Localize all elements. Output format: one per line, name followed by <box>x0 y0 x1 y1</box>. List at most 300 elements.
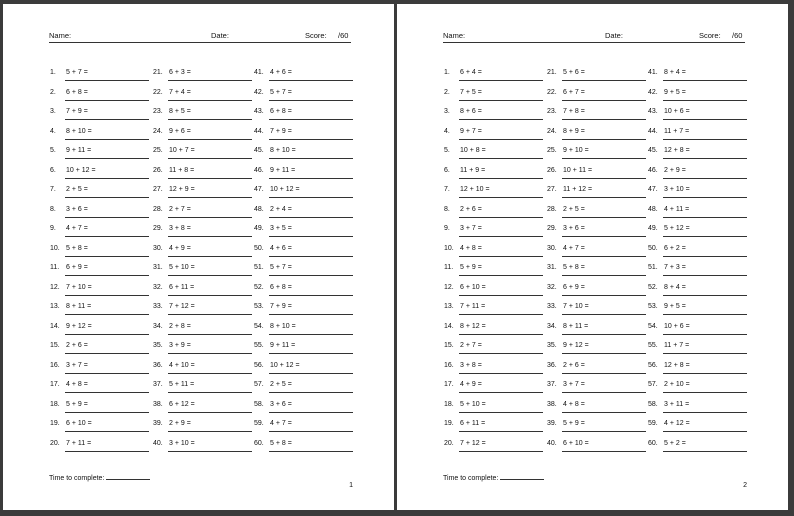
problem-item <box>254 437 354 457</box>
problem-item <box>547 378 647 398</box>
answer-line[interactable] <box>562 256 646 257</box>
score-total: /60 <box>338 31 349 40</box>
answer-line[interactable] <box>459 178 543 179</box>
answer-line[interactable] <box>168 431 252 432</box>
problem-expression: 5 + 7 = <box>270 264 292 271</box>
answer-line[interactable] <box>562 80 646 81</box>
answer-line[interactable] <box>459 412 543 413</box>
problem-number: 49. <box>254 225 264 232</box>
answer-line[interactable] <box>663 334 747 335</box>
problem-expression: 7 + 9 = <box>66 108 88 115</box>
problem-expression: 7 + 3 = <box>664 264 686 271</box>
answer-line[interactable] <box>663 412 747 413</box>
problem-item <box>50 242 150 262</box>
problem-expression: 6 + 3 = <box>169 69 191 76</box>
answer-line[interactable] <box>459 275 543 276</box>
problem-item <box>153 398 253 418</box>
problem-expression: 4 + 9 = <box>169 244 191 252</box>
answer-line[interactable] <box>65 392 149 393</box>
answer-line[interactable] <box>168 80 252 81</box>
problem-expression: 12 + 9 = <box>169 186 195 193</box>
problem-number: 20. <box>50 439 60 447</box>
answer-line[interactable] <box>65 158 149 159</box>
problem-expression: 7 + 12 = <box>460 439 486 447</box>
problem-expression: 2 + 7 = <box>169 205 191 213</box>
problem-item <box>153 203 253 223</box>
problem-number: 48. <box>254 205 264 213</box>
answer-line[interactable] <box>562 119 646 120</box>
answer-line[interactable] <box>168 217 252 218</box>
answer-line[interactable] <box>562 217 646 218</box>
problem-expression: 5 + 6 = <box>563 69 585 76</box>
problem-expression: 9 + 11 = <box>270 166 296 174</box>
answer-line[interactable] <box>562 197 646 198</box>
problem-item <box>50 281 150 301</box>
problem-number: 40. <box>153 439 163 447</box>
answer-line[interactable] <box>269 314 353 315</box>
answer-line[interactable] <box>459 392 543 393</box>
answer-line[interactable] <box>663 353 747 354</box>
answer-line[interactable] <box>562 334 646 335</box>
problem-item <box>648 300 748 320</box>
problem-item <box>50 66 150 86</box>
problem-expression: 7 + 4 = <box>169 88 191 96</box>
problem-number: 46. <box>254 166 264 174</box>
problem-item <box>444 86 544 106</box>
problem-item <box>444 222 544 242</box>
answer-line[interactable] <box>663 275 747 276</box>
answer-line[interactable] <box>168 314 252 315</box>
time-blank <box>500 473 544 480</box>
problem-expression: 4 + 7 = <box>270 420 292 427</box>
problem-item <box>648 164 748 184</box>
problem-number: 36. <box>153 361 163 369</box>
problem-number: 5. <box>50 147 56 154</box>
problem-number: 33. <box>547 303 557 310</box>
answer-line[interactable] <box>663 256 747 257</box>
answer-line[interactable] <box>269 431 353 432</box>
problem-item <box>444 183 544 203</box>
problem-item <box>444 105 544 125</box>
page-number: 1 <box>349 482 353 489</box>
problem-number: 26. <box>547 166 557 174</box>
problem-number: 48. <box>648 205 658 213</box>
problem-number: 41. <box>648 69 658 76</box>
problem-item <box>254 378 354 398</box>
problem-expression: 4 + 7 = <box>66 225 88 232</box>
answer-line[interactable] <box>459 431 543 432</box>
problem-number: 7. <box>444 186 450 193</box>
answer-line[interactable] <box>168 295 252 296</box>
problem-item <box>153 125 253 145</box>
problem-number: 10. <box>50 244 60 252</box>
problem-expression: 4 + 12 = <box>664 420 690 427</box>
answer-line[interactable] <box>269 178 353 179</box>
answer-line[interactable] <box>459 119 543 120</box>
answer-line[interactable] <box>562 139 646 140</box>
answer-line[interactable] <box>168 373 252 374</box>
answer-line[interactable] <box>65 100 149 101</box>
answer-line[interactable] <box>65 80 149 81</box>
answer-line[interactable] <box>269 139 353 140</box>
problem-item <box>444 144 544 164</box>
answer-line[interactable] <box>562 275 646 276</box>
problem-number: 17. <box>50 381 60 388</box>
problem-number: 15. <box>50 342 60 349</box>
answer-line[interactable] <box>459 217 543 218</box>
problem-expression: 6 + 10 = <box>66 420 92 427</box>
answer-line[interactable] <box>459 373 543 374</box>
problem-number: 42. <box>648 88 658 96</box>
answer-line[interactable] <box>269 275 353 276</box>
answer-line[interactable] <box>663 100 747 101</box>
problem-expression: 5 + 8 = <box>270 439 292 447</box>
answer-line[interactable] <box>168 178 252 179</box>
problem-item <box>50 339 150 359</box>
problem-expression: 3 + 10 = <box>169 439 195 447</box>
problem-expression: 9 + 12 = <box>563 342 589 349</box>
problem-item <box>153 86 253 106</box>
problem-expression: 4 + 8 = <box>66 381 88 388</box>
problem-number: 35. <box>547 342 557 349</box>
worksheet-page-1 <box>3 4 394 510</box>
problem-item <box>254 417 354 437</box>
problem-item <box>648 281 748 301</box>
answer-line[interactable] <box>65 119 149 120</box>
answer-line[interactable] <box>65 236 149 237</box>
problem-expression: 5 + 12 = <box>664 225 690 232</box>
problem-expression: 6 + 12 = <box>169 400 195 408</box>
problem-item <box>547 203 647 223</box>
answer-line[interactable] <box>562 295 646 296</box>
problem-number: 56. <box>254 361 264 369</box>
answer-line[interactable] <box>663 236 747 237</box>
problem-number: 2. <box>50 88 56 96</box>
problem-expression: 3 + 6 = <box>270 400 292 408</box>
problem-number: 59. <box>648 420 658 427</box>
answer-line[interactable] <box>65 256 149 257</box>
answer-line[interactable] <box>459 334 543 335</box>
problem-number: 55. <box>648 342 658 349</box>
answer-line[interactable] <box>663 451 747 452</box>
problem-number: 23. <box>153 108 163 115</box>
problem-item <box>153 242 253 262</box>
answer-line[interactable] <box>562 412 646 413</box>
problem-expression: 3 + 9 = <box>169 342 191 349</box>
answer-line[interactable] <box>65 314 149 315</box>
problem-item <box>254 320 354 340</box>
answer-line[interactable] <box>65 217 149 218</box>
problem-number: 34. <box>153 322 163 330</box>
answer-line[interactable] <box>459 139 543 140</box>
problem-number: 44. <box>254 127 264 135</box>
problem-expression: 5 + 10 = <box>460 400 486 408</box>
problem-expression: 2 + 8 = <box>169 322 191 330</box>
answer-line[interactable] <box>65 431 149 432</box>
answer-line[interactable] <box>65 178 149 179</box>
problem-expression: 3 + 8 = <box>169 225 191 232</box>
problem-expression: 4 + 10 = <box>169 361 195 369</box>
problem-expression: 9 + 6 = <box>169 127 191 135</box>
answer-line[interactable] <box>459 295 543 296</box>
problem-item <box>648 203 748 223</box>
problem-item <box>50 398 150 418</box>
answer-line[interactable] <box>168 256 252 257</box>
name-label: Name: <box>443 31 466 40</box>
answer-line[interactable] <box>663 119 747 120</box>
problem-item <box>153 222 253 242</box>
answer-line[interactable] <box>663 295 747 296</box>
answer-line[interactable] <box>269 256 353 257</box>
problem-number: 60. <box>254 439 264 447</box>
problem-number: 23. <box>547 108 557 115</box>
answer-line[interactable] <box>65 275 149 276</box>
answer-line[interactable] <box>663 139 747 140</box>
problem-expression: 9 + 11 = <box>270 342 296 349</box>
answer-line[interactable] <box>65 451 149 452</box>
problem-item <box>648 378 748 398</box>
problem-number: 45. <box>254 147 264 154</box>
answer-line[interactable] <box>459 256 543 257</box>
answer-line[interactable] <box>562 431 646 432</box>
answer-line[interactable] <box>459 100 543 101</box>
problem-number: 25. <box>547 147 557 154</box>
answer-line[interactable] <box>459 197 543 198</box>
problem-item <box>444 66 544 86</box>
problem-expression: 11 + 12 = <box>563 186 593 193</box>
answer-line[interactable] <box>269 100 353 101</box>
problem-expression: 5 + 7 = <box>270 88 292 96</box>
answer-line[interactable] <box>65 353 149 354</box>
problem-item <box>153 359 253 379</box>
answer-line[interactable] <box>663 178 747 179</box>
problem-expression: 3 + 7 = <box>563 381 585 388</box>
answer-line[interactable] <box>168 451 252 452</box>
problem-item <box>254 86 354 106</box>
problem-item <box>648 359 748 379</box>
problem-item <box>547 320 647 340</box>
answer-line[interactable] <box>65 373 149 374</box>
answer-line[interactable] <box>269 217 353 218</box>
problem-expression: 9 + 10 = <box>563 147 589 154</box>
answer-line[interactable] <box>269 236 353 237</box>
answer-line[interactable] <box>562 451 646 452</box>
problem-item <box>444 378 544 398</box>
problem-number: 7. <box>50 186 56 193</box>
problem-expression: 8 + 10 = <box>66 127 92 135</box>
name-label: Name: <box>49 31 72 40</box>
answer-line[interactable] <box>168 139 252 140</box>
problem-expression: 8 + 4 = <box>664 283 686 291</box>
problem-item <box>547 125 647 145</box>
problem-expression: 7 + 8 = <box>563 108 585 115</box>
answer-line[interactable] <box>269 412 353 413</box>
problem-number: 37. <box>547 381 557 388</box>
problem-number: 45. <box>648 147 658 154</box>
answer-line[interactable] <box>562 373 646 374</box>
problem-expression: 6 + 9 = <box>66 264 88 271</box>
answer-line[interactable] <box>65 197 149 198</box>
answer-line[interactable] <box>663 158 747 159</box>
answer-line[interactable] <box>663 197 747 198</box>
problem-item <box>444 320 544 340</box>
problem-expression: 3 + 7 = <box>460 225 482 232</box>
problem-expression: 12 + 8 = <box>664 361 690 369</box>
problem-item <box>444 203 544 223</box>
answer-line[interactable] <box>269 334 353 335</box>
answer-line[interactable] <box>663 431 747 432</box>
score-label: Score: <box>699 31 721 40</box>
time-blank <box>106 473 150 480</box>
problem-number: 38. <box>153 400 163 408</box>
problem-expression: 2 + 10 = <box>664 381 690 388</box>
answer-line[interactable] <box>269 373 353 374</box>
problem-expression: 3 + 11 = <box>664 400 690 408</box>
problem-number: 46. <box>648 166 658 174</box>
problem-item <box>50 300 150 320</box>
problem-number: 30. <box>547 244 557 252</box>
problem-item <box>444 300 544 320</box>
answer-line[interactable] <box>459 236 543 237</box>
problem-number: 21. <box>153 69 163 76</box>
answer-line[interactable] <box>269 392 353 393</box>
problem-number: 55. <box>254 342 264 349</box>
answer-line[interactable] <box>459 314 543 315</box>
problem-expression: 5 + 2 = <box>664 439 686 447</box>
answer-line[interactable] <box>562 314 646 315</box>
answer-line[interactable] <box>562 178 646 179</box>
problem-item <box>153 417 253 437</box>
problem-number: 25. <box>153 147 163 154</box>
problem-expression: 7 + 12 = <box>169 303 195 310</box>
answer-line[interactable] <box>459 353 543 354</box>
problem-item <box>547 261 647 281</box>
answer-line[interactable] <box>459 451 543 452</box>
problem-item <box>153 144 253 164</box>
problem-item <box>547 144 647 164</box>
problem-expression: 6 + 9 = <box>563 283 585 291</box>
answer-line[interactable] <box>65 334 149 335</box>
answer-line[interactable] <box>459 80 543 81</box>
problem-item <box>50 203 150 223</box>
problem-expression: 8 + 12 = <box>460 322 486 330</box>
problem-number: 9. <box>50 225 56 232</box>
problem-item <box>50 164 150 184</box>
problem-number: 44. <box>648 127 658 135</box>
answer-line[interactable] <box>663 373 747 374</box>
problem-item <box>153 261 253 281</box>
answer-line[interactable] <box>168 197 252 198</box>
answer-line[interactable] <box>269 197 353 198</box>
answer-line[interactable] <box>65 295 149 296</box>
answer-line[interactable] <box>269 451 353 452</box>
answer-line[interactable] <box>65 412 149 413</box>
problem-number: 28. <box>153 205 163 213</box>
answer-line[interactable] <box>562 100 646 101</box>
problem-number: 43. <box>254 108 264 115</box>
problem-expression: 5 + 8 = <box>563 264 585 271</box>
answer-line[interactable] <box>168 100 252 101</box>
problem-expression: 4 + 6 = <box>270 69 292 76</box>
answer-line[interactable] <box>663 217 747 218</box>
problem-item <box>254 359 354 379</box>
problem-number: 3. <box>444 108 450 115</box>
problem-item <box>547 300 647 320</box>
answer-line[interactable] <box>168 119 252 120</box>
problem-number: 37. <box>153 381 163 388</box>
answer-line[interactable] <box>168 353 252 354</box>
answer-line[interactable] <box>269 80 353 81</box>
problem-expression: 7 + 9 = <box>270 303 292 310</box>
answer-line[interactable] <box>269 295 353 296</box>
answer-line[interactable] <box>663 392 747 393</box>
problem-expression: 3 + 8 = <box>460 361 482 369</box>
problem-item <box>254 300 354 320</box>
problem-item <box>50 417 150 437</box>
problem-number: 5. <box>444 147 450 154</box>
problem-expression: 7 + 11 = <box>66 439 92 447</box>
problem-item <box>254 261 354 281</box>
answer-line[interactable] <box>65 139 149 140</box>
answer-line[interactable] <box>459 158 543 159</box>
answer-line[interactable] <box>168 392 252 393</box>
problem-expression: 2 + 5 = <box>563 205 585 213</box>
answer-line[interactable] <box>663 80 747 81</box>
problem-expression: 12 + 10 = <box>460 186 490 193</box>
answer-line[interactable] <box>168 236 252 237</box>
problem-expression: 7 + 10 = <box>563 303 589 310</box>
problem-expression: 4 + 8 = <box>460 244 482 252</box>
problem-number: 27. <box>547 186 557 193</box>
problem-number: 52. <box>254 283 264 291</box>
problem-item <box>50 320 150 340</box>
problem-expression: 6 + 10 = <box>460 283 486 291</box>
problem-number: 39. <box>547 420 557 427</box>
problem-number: 51. <box>254 264 264 271</box>
problem-expression: 10 + 11 = <box>563 166 593 174</box>
problem-number: 59. <box>254 420 264 427</box>
answer-line[interactable] <box>168 158 252 159</box>
problem-number: 30. <box>153 244 163 252</box>
problem-number: 11. <box>50 264 60 271</box>
answer-line[interactable] <box>269 353 353 354</box>
answer-line[interactable] <box>562 236 646 237</box>
problem-item <box>50 437 150 457</box>
problem-expression: 10 + 7 = <box>169 147 195 154</box>
problem-item <box>444 339 544 359</box>
problem-number: 47. <box>648 186 658 193</box>
answer-line[interactable] <box>663 314 747 315</box>
answer-line[interactable] <box>168 412 252 413</box>
answer-line[interactable] <box>562 353 646 354</box>
answer-line[interactable] <box>269 158 353 159</box>
answer-line[interactable] <box>269 119 353 120</box>
answer-line[interactable] <box>168 334 252 335</box>
problem-number: 29. <box>153 225 163 232</box>
answer-line[interactable] <box>562 392 646 393</box>
problem-item <box>648 66 748 86</box>
problem-expression: 9 + 7 = <box>460 127 482 135</box>
answer-line[interactable] <box>168 275 252 276</box>
problem-expression: 4 + 9 = <box>460 381 482 388</box>
problem-expression: 4 + 11 = <box>664 205 690 213</box>
problem-item <box>254 66 354 86</box>
answer-line[interactable] <box>562 158 646 159</box>
problem-expression: 2 + 6 = <box>460 205 482 213</box>
problem-expression: 2 + 6 = <box>563 361 585 369</box>
problem-number: 6. <box>444 166 450 174</box>
problem-number: 50. <box>648 244 658 252</box>
